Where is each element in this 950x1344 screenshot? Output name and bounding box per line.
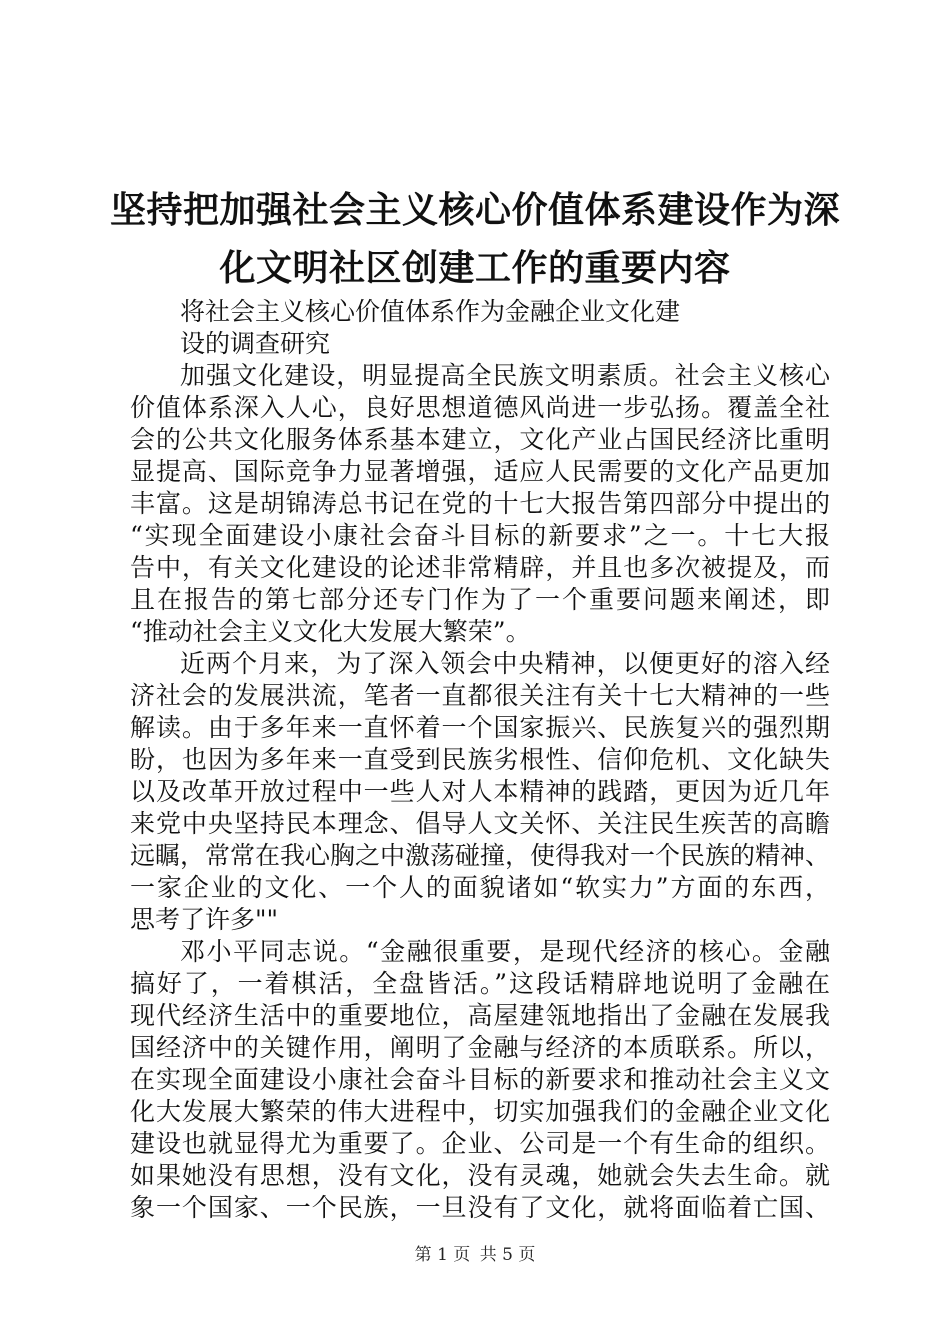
document-body	[130, 296, 830, 1224]
paragraph-line: 解读。由于多年来一直怀着一个国家振兴、民族复兴的强烈期	[130, 713, 830, 742]
paragraph-line: 告中，有关文化建设的论述非常精辟，并且也多次被提及，而	[130, 553, 830, 582]
paragraph-line: 思考了许多""	[130, 905, 278, 934]
page-number: 第 1 页	[414, 1245, 471, 1265]
paragraph-line: 建设也就显得尤为重要了。企业、公司是一个有生命的组织。	[130, 1129, 830, 1158]
paragraph-line: “实现全面建设小康社会奋斗目标的新要求”之一。十七大报	[130, 521, 830, 550]
paragraph-3	[130, 936, 830, 1224]
paragraph-line: 会的公共文化服务体系基本建立，文化产业占国民经济比重明	[130, 425, 830, 454]
paragraph-2	[130, 648, 830, 936]
paragraph-line: 丰富。这是胡锦涛总书记在党的十七大报告第四部分中提出的	[130, 489, 830, 518]
subtitle	[130, 296, 830, 360]
paragraph-line: 盼，也因为多年来一直受到民族劣根性、信仰危机、文化缺失	[130, 745, 830, 774]
paragraph-line: 化大发展大繁荣的伟大进程中，切实加强我们的金融企业文化	[130, 1097, 830, 1126]
paragraph-1	[130, 360, 830, 648]
paragraph-line: 近两个月来，为了深入领会中央精神，以便更好的溶入经	[180, 649, 830, 678]
document-title-line-1: 坚持把加强社会主义核心价值体系建设作为深	[110, 190, 841, 231]
paragraph-line: 济社会的发展洪流，笔者一直都很关注有关十七大精神的一些	[130, 681, 830, 710]
paragraph-line: 象一个国家、一个民族，一旦没有了文化，就将面临着亡国、	[130, 1193, 830, 1222]
subtitle-line: 将社会主义核心价值体系作为金融企业文化建	[180, 297, 681, 326]
paragraph-line: 现代经济生活中的重要地位，高屋建瓴地指出了金融在发展我	[130, 1001, 830, 1030]
paragraph-line: 加强文化建设，明显提高全民族文明素质。社会主义核心	[180, 361, 830, 390]
document-title-line-2: 化文明社区创建工作的重要内容	[219, 248, 731, 289]
paragraph-line: “推动社会主义文化大发展大繁荣”。	[130, 617, 531, 646]
paragraph-line: 远瞩，常常在我心胸之中激荡碰撞，使得我对一个民族的精神、	[130, 841, 831, 870]
paragraph-line: 在实现全面建设小康社会奋斗目标的新要求和推动社会主义文	[130, 1065, 830, 1094]
page-footer	[0, 1245, 950, 1265]
paragraph-line: 一家企业的文化、一个人的面貌诸如“软实力”方面的东西，	[130, 873, 830, 902]
paragraph-line: 邓小平同志说。“金融很重要，是现代经济的核心。金融	[180, 937, 830, 966]
paragraph-line: 来党中央坚持民本理念、倡导人文关怀、关注民生疾苦的高瞻	[130, 809, 830, 838]
paragraph-line: 搞好了，一着棋活，全盘皆活。”这段话精辟地说明了金融在	[130, 969, 830, 998]
paragraph-line: 且在报告的第七部分还专门作为了一个重要问题来阐述，即	[130, 585, 830, 614]
subtitle-line: 设的调查研究	[180, 329, 331, 358]
paragraph-line: 国经济中的关键作用，阐明了金融与经济的本质联系。所以，	[130, 1033, 830, 1062]
paragraph-line: 显提高、国际竞争力显著增强，适应人民需要的文化产品更加	[130, 457, 830, 486]
paragraph-line: 以及改革开放过程中一些人对人本精神的践踏，更因为近几年	[130, 777, 830, 806]
paragraph-line: 如果她没有思想，没有文化，没有灵魂，她就会失去生命。就	[130, 1161, 830, 1190]
paragraph-line: 价值体系深入人心，良好思想道德风尚进一步弘扬。覆盖全社	[130, 393, 830, 422]
page-total: 共 5 页	[479, 1245, 536, 1265]
